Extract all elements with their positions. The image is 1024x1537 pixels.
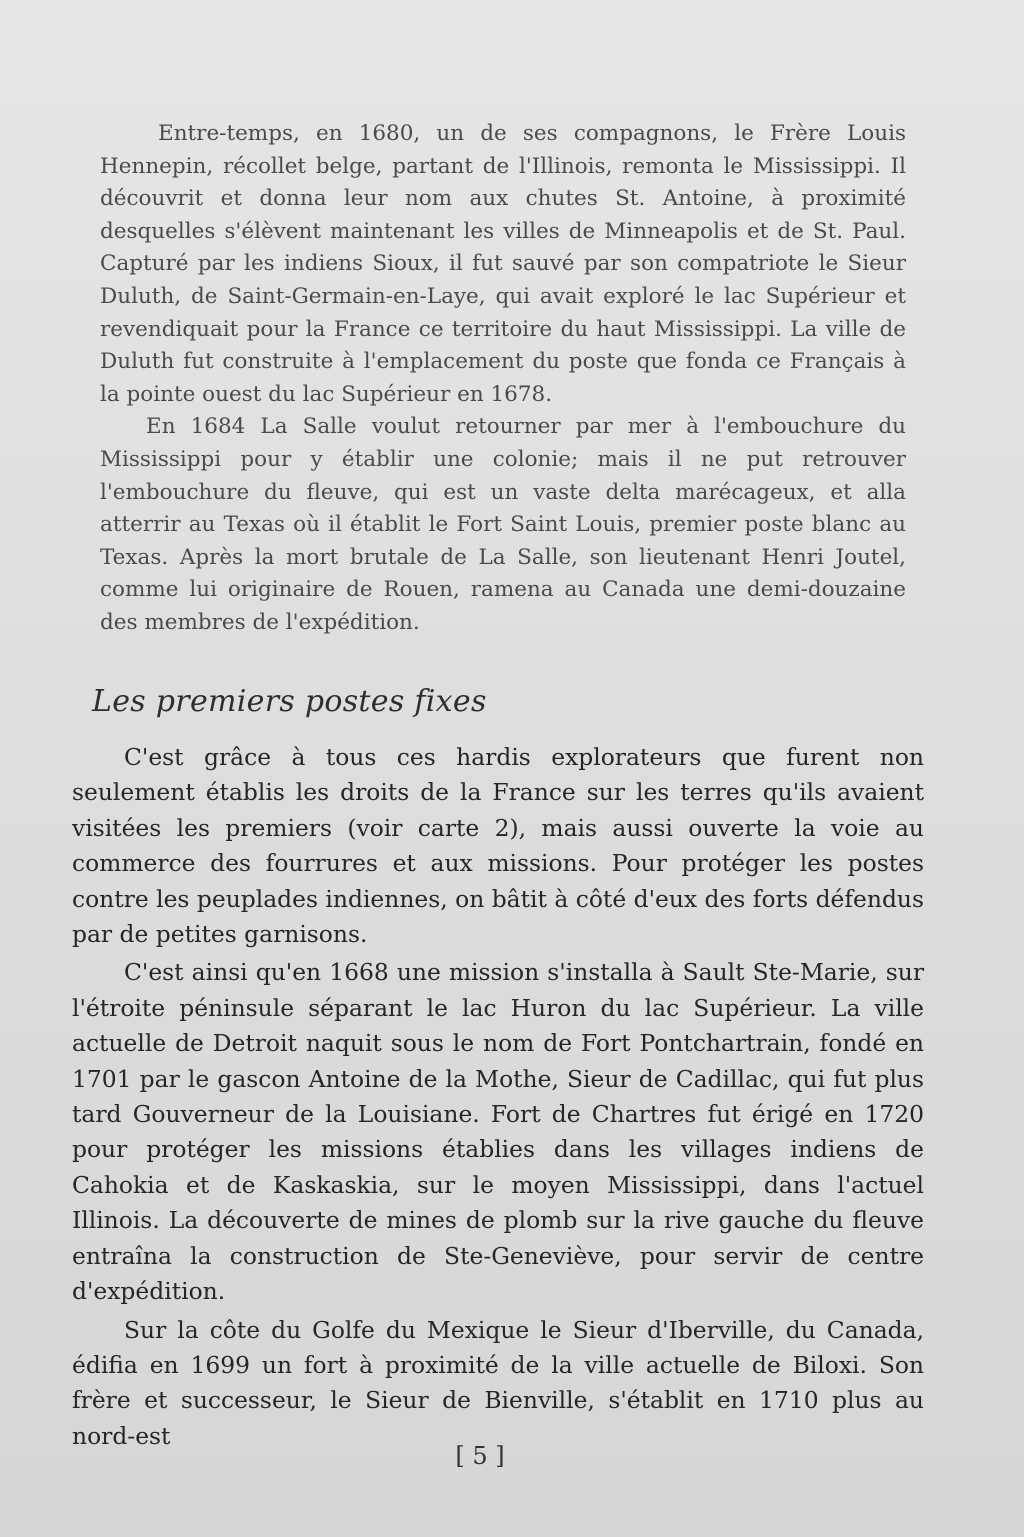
page-number: [ 5 ]	[455, 1442, 505, 1470]
paragraph-explorateurs: C'est grâce à tous ces hardis explorateurs que furent non seulement établis les droits de la France sur les terres qu'ils avaient visitées les premiers (voir carte 2), mais aussi ouverte la voie au commerce des fourrures et aux missions. Pour protéger les postes contre les peuplades indiennes, on bâtit à côté d'eux des forts défendus par de petites garnisons.	[72, 743, 924, 949]
paragraph-golfe: Sur la côte du Golfe du Mexique le Sieur d'Iberville, du Canada, édifia en 1699 un fort à proximité de la ville actuelle de Biloxi. Son frère et successeur, le Sieur de Bienville, s'établit en 1710 plus au nord-est	[72, 1315, 924, 1450]
bottom-text-block	[72, 740, 924, 1454]
paragraph-missions: C'est ainsi qu'en 1668 une mission s'installa à Sault Ste-Marie, sur l'étroite péninsule séparant le lac Huron du lac Supérieur. La ville actuelle de Detroit naquit sous le nom de Fort Pontchartrain, fondé en 1701 par le gascon Antoine de la Mothe, Sieur de Cadillac, qui fut plus tard Gouverneur de la Louisiane. Fort de Chartres fut érigé en 1720 pour protéger les missions établies dans les villages indiens de Cahokia et de Kaskaskia, sur le moyen Mississippi, dans l'actuel Illinois. La découverte de mines de plomb sur la rive gauche du fleuve entraîna la construction de Ste-Geneviève, pour servir de centre d'expédition.	[72, 958, 924, 1306]
top-text-block	[100, 118, 906, 640]
paragraph-la-salle: En 1684 La Salle voulut retourner par mer à l'embouchure du Mississippi pour y établir une colonie; mais il ne put retrouver l'embouchure du fleuve, qui est un vaste delta marécageux, et alla atterrir au Texas où il établit le Fort Saint Louis, premier poste blanc au Texas. Après la mort brutale de La Salle, son lieutenant Henri Joutel, comme lui originaire de Rouen, ramena au Canada une demi-douzaine des membres de l'expédition.	[100, 414, 906, 635]
paragraph-hennepin: Entre-temps, en 1680, un de ses compagnons, le Frère Louis Hennepin, récollet belge, partant de l'Illinois, remonta le Mississippi. Il découvrit et donna leur nom aux chutes St. Antoine, à proximité desquelles s'élèvent maintenant les villes de Minneapolis et de St. Paul. Capturé par les indiens Sioux, il fut sauvé par son compatriote le Sieur Duluth, de Saint-Germain-en-Laye, qui avait exploré le lac Supérieur et revendiquait pour la France ce territoire du haut Mississippi. La ville de Duluth fut construite à l'emplacement du poste que fonda ce Français à la pointe ouest du lac Supérieur en 1678.	[100, 121, 906, 407]
section-heading: Les premiers postes fixes	[92, 684, 487, 719]
